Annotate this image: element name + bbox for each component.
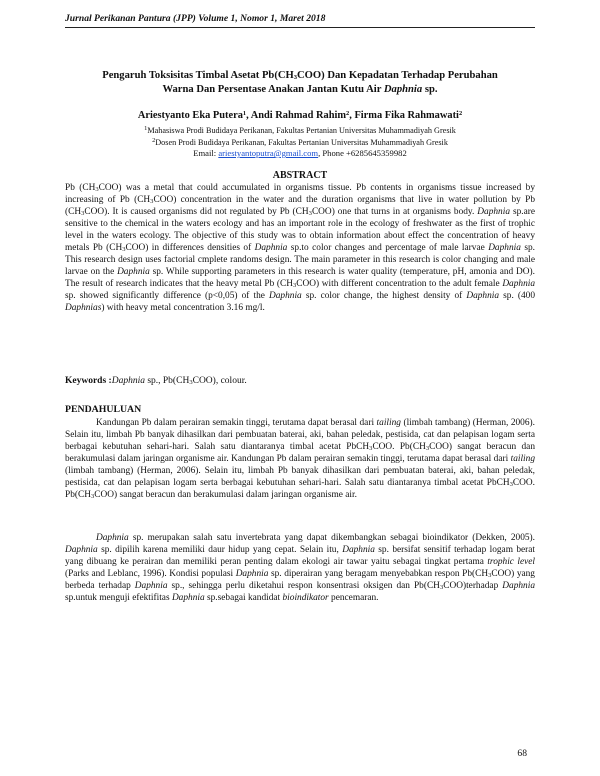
affiliation-1-text: Mahasiswa Prodi Budidaya Perikanan, Fakultas Pertanian Universitas Muhammadiyah Gresik <box>147 126 456 135</box>
section-heading-pendahuluan: PENDAHULUAN <box>65 404 142 415</box>
author-separator: , <box>349 110 352 121</box>
author-2: Andi Rahmad Rahim <box>250 110 347 121</box>
affiliation-2-text: Dosen Prodi Budidaya Perikanan, Fakultas Pertanian Universitas Muhammadiyah Gresik <box>155 138 448 147</box>
email-link[interactable]: ariestyantoputra@gmail.com <box>218 148 319 158</box>
paper-title <box>65 69 535 97</box>
phone-text: , Phone +6285645359982 <box>318 148 407 158</box>
abstract-heading: ABSTRACT <box>272 170 328 181</box>
title-line-1: Pengaruh Toksisitas Timbal Asetat $Pb(CH_3COO)$ Dan Kepadatan Terhadap Perubahan <box>102 70 498 81</box>
affiliation-1 <box>65 125 535 136</box>
intro-paragraph-2: Daphnia sp. merupakan salah satu invertebrata yang dapat dikembangkan sebagai bioindikator (Dekken, 2005). Daphnia sp. dipilih karena memiliki daur hidup yang cepat. Selain itu, Daphnia sp. bersifat sensitif terhadap logam berat yang dibuang ke perairan dan memiliki peran penting dalam ekologi air tawar yaitu sebagai tingkat pertama trophic level (Parks and Leblanc, 1996). Kondisi populasi Daphnia sp. diperairan yang beragam menyebabkan respon $Pb(CH_3COO)$ yang berbeda terhadap Daphnia sp., sehingga perlu diketahui respon konsentrasi oksigen dan $Pb(CH_3COO)terhadap$ Daphnia sp.untuk menguji efektifitas Daphnia sp.sebagai kandidat bioindikator pencemaran. <box>65 533 536 604</box>
title-line-2-end: sp. <box>424 84 438 95</box>
email-label: Email: <box>193 148 217 158</box>
keywords-rest: sp., $Pb(CH_3COO)$, colour. <box>147 376 247 386</box>
header-divider <box>65 27 535 28</box>
affiliation-2-mark: 2 <box>152 137 156 144</box>
keywords-label: Keywords : <box>65 376 112 386</box>
page-number: 68 <box>517 748 527 759</box>
intro-paragraph-1: Kandungan Pb dalam perairan semakin tinggi, terutama dapat berasal dari tailing (limbah tambang) (Herman, 2006). Selain itu, limbah Pb banyak dihasilkan dari pembuatan baterai, aki, bahan peledak, pestisida, cat dan pelapisan logam serta berbagai kebutuhan sehari-hari. Salah satu diantaranya timbal acetat PbCH$_3$COO. $Pb(CH_3COO)$ sangat beracun dan berakumulasi dalam jaringan organisme air. Kandungan Pb dalam perairan semakin tinggi, terutama dapat berasal dari tailing (limbah tambang) (Herman, 2006). Selain itu, limbah Pb banyak dihasilkan dari pembuatan baterai, aki, bahan peledak, pestisida, cat dan pelapisan logam serta berbagai kebutuhan sehari-hari. Salah satu diantaranya timbal acetat PbCH$_3$COO. $Pb(CH_3COO)$ sangat beracun dan berakumulasi dalam jaringan organisme air. <box>65 418 535 501</box>
title-species: Daphnia <box>383 84 423 95</box>
contact-line <box>65 148 535 158</box>
author-separator: , <box>246 110 249 121</box>
affiliation-2 <box>65 137 535 148</box>
journal-header: Jurnal Perikanan Pantura (JPP) Volume 1, Nomor 1, Maret 2018 <box>65 13 326 24</box>
abstract-text: Pb $(CH_3COO)$ was a metal that could accumulated in organisms tissue. Pb contents in organisms tissue increased by increasing of Pb $(CH_3COO)$ concentration in the water and the duration organisms that live in water pollution by Pb $(CH_3COO)$. It is caused organisms did not regulated by Pb $(CH_3COO)$ one that turns in at organisms body. Daphnia sp.are sensitive to the chemical in the waters ecology and has an important role in the ecology of freshwater as the first of trophic level in the waters ecology. The objective of this study was to obtain information about effect the concentration of heavy metals Pb $(CH_3COO)$ in differences densities of Daphnia sp.to color changes and percentage of male larvae Daphnia sp. This research design uses factorial cmplete randoms design. The main parameter in this research is color changing and male larvae on the Daphnia sp. While supporting parameters in this research is water quality (temperature, pH, amonia and DO). The result of research indicates that the heavy metal Pb $(CH_3COO)$ with different concentration to the adult female Daphnia sp. showed significantly difference (p<0,05) of the Daphnia sp. color change, the highest density of Daphnia sp. (400 Daphnias) with heavy metal concentration 3.16 mg/l. <box>65 183 536 314</box>
affiliation-1-mark: 1 <box>144 125 148 132</box>
author-1: Ariestyanto Eka Putera <box>137 110 243 121</box>
title-line-2: Warna Dan Persentase Anakan Jantan Kutu Air <box>162 84 382 95</box>
author-list <box>65 110 535 121</box>
author-1-mark: 1 <box>242 110 247 117</box>
keywords <box>65 376 535 386</box>
keyword-daphnia: Daphnia <box>111 376 145 386</box>
author-2-mark: 2 <box>346 110 350 117</box>
author-3-mark: 2 <box>458 110 463 117</box>
author-3: Firma Fika Rahmawati <box>354 110 459 121</box>
